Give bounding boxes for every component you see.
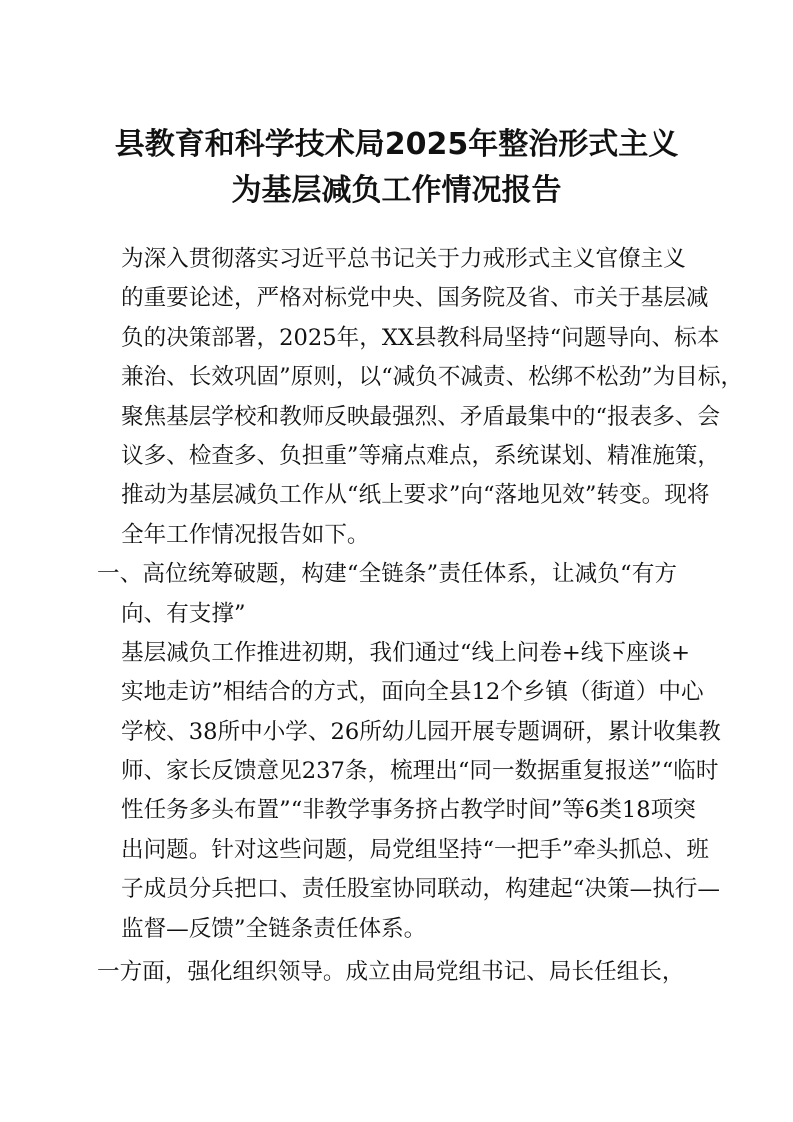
document-title-line-1: 县教育和科学技术局2025年整治形式主义 [114, 127, 679, 162]
paragraph-line: 性任务多头布置”“非教学事务挤占教学时间”等6类18项突 [121, 797, 696, 824]
paragraph-line: 为深入贯彻落实习近平总书记关于力戒形式主义官僚主义 [121, 246, 686, 272]
paragraph-line: 基层减负工作推进初期，我们通过“线上问卷+线下座谈+ [121, 639, 691, 666]
paragraph-line: 出问题。针对这些问题，局党组坚持“一把手”牵头抓总、班 [121, 836, 709, 863]
heading-line: 一、高位统筹破题，构建“全链条”责任体系，让减负“有方 [97, 561, 677, 588]
paragraph-line: 议多、检查多、负担重”等痛点难点，系统谋划、精准施策， [121, 442, 720, 469]
section-heading-1-cont [121, 595, 677, 634]
paragraph-line: 全年工作情况报告如下。 [121, 521, 370, 548]
paragraph-line: 负的决策部署，2025年，XX县教科局坚持“问题导向、标本 [121, 324, 720, 351]
intro-paragraph [121, 240, 744, 555]
document-title-line-2: 为基层减负工作情况报告 [231, 173, 562, 208]
paragraph-line: 的重要论述，严格对标党中央、国务院及省、市关于基层减 [121, 285, 709, 312]
paragraph-line: 实地走访”相结合的方式，面向全县12个乡镇（街道）中心 [121, 679, 704, 706]
paragraph-line: 聚焦基层学校和教师反映最强烈、矛盾最集中的“报表多、会 [121, 403, 720, 430]
section-heading-1 [97, 555, 677, 594]
document-body [97, 240, 744, 992]
paragraph-2 [121, 634, 721, 949]
paragraph-line: 兼治、长效巩固”原则，以“减负不减责、松绑不松劲”为目标， [121, 364, 744, 391]
paragraph-line: 师、家长反馈意见237条，梳理出“同一数据重复报送”“临时 [121, 758, 719, 785]
paragraph-3 [97, 953, 685, 992]
paragraph-line: 监督—反馈”全链条责任体系。 [121, 915, 427, 942]
paragraph-line: 学校、38所中小学、26所幼儿园开展专题调研，累计收集教 [121, 718, 721, 745]
heading-line: 向、有支撑” [121, 600, 246, 627]
paragraph-line: 子成员分兵把口、责任股室协同联动，构建起“决策—执行— [121, 876, 720, 903]
paragraph-line: 推动为基层减负工作从“纸上要求”向“落地见效”转变。现将 [121, 482, 710, 509]
paragraph-line: 一方面，强化组织领导。成立由局党组书记、局长任组长， [97, 959, 685, 986]
